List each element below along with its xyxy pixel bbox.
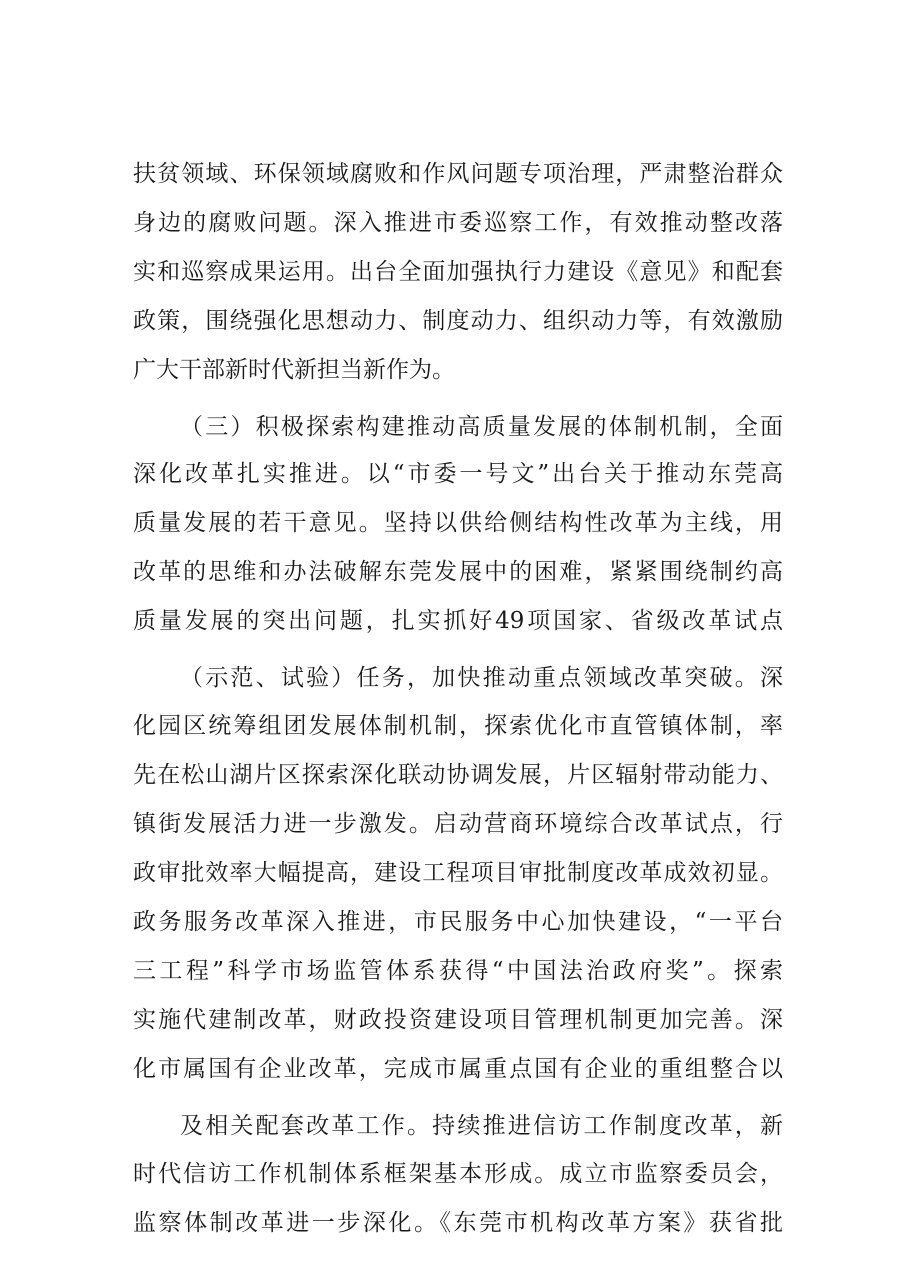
- text-line: 扶贫领域、环保领域腐败和作风问题专项治理，严肃整治群众: [133, 161, 783, 187]
- text-line: 身边的腐败问题。深入推进市委巡察工作，有效推动整改落: [133, 210, 783, 236]
- text-line: 实和巡察成果运用。出台全面加强执行力建设《意见》和配套: [133, 259, 783, 285]
- text-line: 政审批效率大幅提高，建设工程项目审批制度改革成效初显。: [133, 860, 783, 886]
- text-line: 化市属国有企业改革，完成市属重点国有企业的重组整合以: [133, 1056, 783, 1082]
- text-line: 广大干部新时代新担当新作为。: [133, 357, 455, 383]
- text-line: 监察体制改革进一步深化。《东莞市机构改革方案》获省批: [133, 1210, 783, 1236]
- text-line: 化园区统筹组团发展体制机制，探索优化市直管镇体制，率: [133, 713, 783, 739]
- text-line: 政务服务改革深入推进，市民服务中心加快建设，“一平台: [133, 909, 783, 935]
- text-line: 时代信访工作机制体系框架基本形成。成立市监察委员会，: [133, 1161, 783, 1187]
- text-line: 及相关配套改革工作。持续推进信访工作制度改革，新: [180, 1113, 783, 1139]
- text-line: 政策，围绕强化思想动力、制度动力、组织动力等，有效激励: [133, 308, 783, 334]
- text-line: 质量发展的若干意见。坚持以供给侧结构性改革为主线，用: [133, 510, 783, 536]
- text-line: 深化改革扎实推进。以“市委一号文”出台关于推动东莞高: [133, 461, 783, 487]
- text-line: 镇街发展活力进一步激发。启动营商环境综合改革试点，行: [133, 811, 783, 837]
- text-line: 实施代建制改革，财政投资建设项目管理机制更加完善。深: [133, 1007, 783, 1033]
- text-line: 改革的思维和办法破解东莞发展中的困难，紧紧围绕制约高: [133, 559, 783, 585]
- text-line: 质量发展的突出问题，扎实抓好49项国家、省级改革试点: [133, 608, 783, 634]
- text-line: 三工程”科学市场监管体系获得“中国法治政府奖”。探索: [133, 958, 783, 984]
- text-line: 先在松山湖片区探索深化联动协调发展，片区辐射带动能力、: [133, 762, 783, 788]
- section-heading-line: （三）积极探索构建推动高质量发展的体制机制，全面: [180, 414, 783, 440]
- text-line: （示范、试验）任务，加快推动重点领域改革突破。深: [180, 665, 783, 691]
